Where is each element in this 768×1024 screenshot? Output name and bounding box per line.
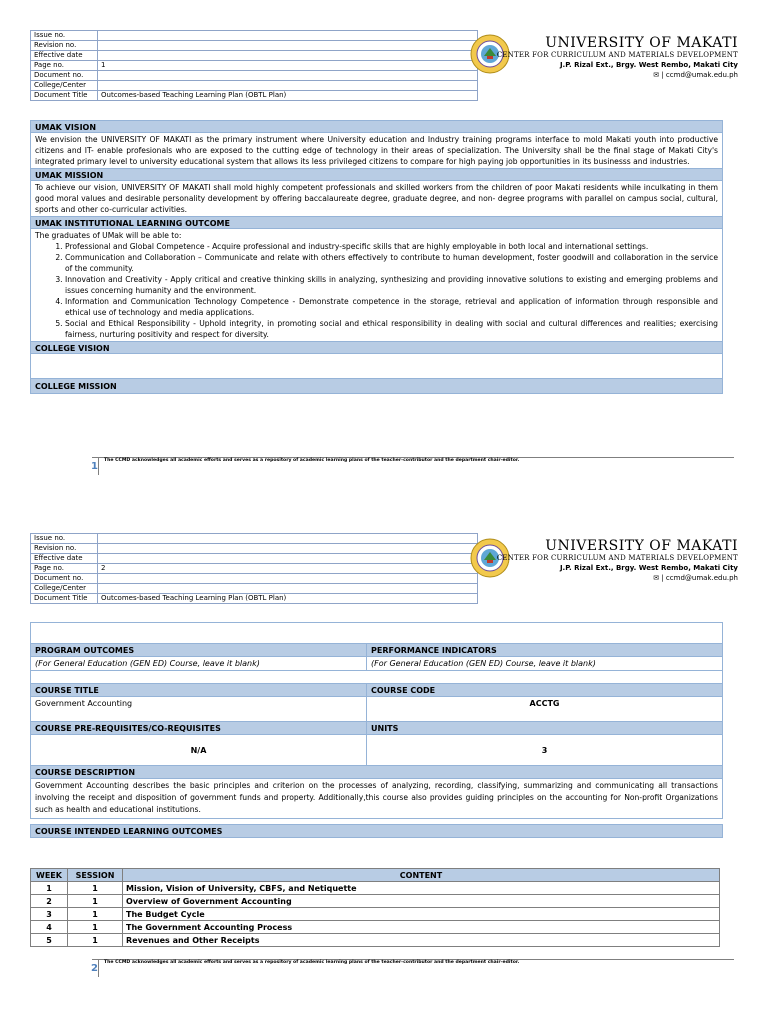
value-page: 1	[98, 61, 478, 71]
label-issue: Issue no.	[31, 534, 98, 544]
prereq-value: N/A	[31, 735, 367, 766]
footer-vertical-divider	[98, 457, 99, 475]
content-cell: Revenues and Other Receipts	[123, 934, 720, 947]
spacer-row	[31, 671, 723, 684]
course-description-text: Government Accounting describes the basic principles and criterion on the processes of analyzing, recording, classifying, summarizing and communicating all transactions involving the receipt and disposition of government funds and property. Additionally,this course also provides guiding principles on the accounting for Non-profit Organizations such as health and educational institutions.	[31, 779, 723, 819]
course-info-grid	[30, 622, 723, 838]
course-code-label: COURSE CODE	[367, 684, 723, 697]
schedule-table	[30, 868, 720, 947]
value-document-title: Outcomes-based Teaching Learning Plan (OBTL Plan)	[98, 594, 478, 604]
university-header	[497, 36, 738, 80]
week-cell: 3	[31, 908, 68, 921]
content-cell: The Budget Cycle	[123, 908, 720, 921]
ilo-list	[35, 241, 718, 340]
session-cell: 1	[68, 882, 123, 895]
value-effective	[98, 51, 478, 61]
table-row	[31, 895, 720, 908]
week-cell: 5	[31, 934, 68, 947]
table-row	[31, 908, 720, 921]
content-cell: The Government Accounting Process	[123, 921, 720, 934]
label-document-title: Document Title	[31, 594, 98, 604]
course-description-label: COURSE DESCRIPTION	[31, 766, 723, 779]
email[interactable]: ccmd@umak.edu.ph	[665, 574, 738, 582]
session-cell: 1	[68, 921, 123, 934]
units-label: UNITS	[367, 722, 723, 735]
header-session: SESSION	[68, 869, 123, 882]
session-cell: 1	[68, 908, 123, 921]
umak-mission-text: To achieve our vision, UNIVERSITY OF MAKATI shall mold highly competent professionals and skilled workers from the children of poor Makati residents while inculkating in them good moral values and desirable personality development by offering baccalaureate degree, graduate degree, and non- degree programs with parallel on campus social, cultural, sports and other co-curricular activities.	[30, 181, 723, 216]
value-college	[98, 584, 478, 594]
value-effective	[98, 554, 478, 564]
session-cell: 1	[68, 934, 123, 947]
ilo-intro: The graduates of UMak will be able to:	[35, 231, 182, 240]
center-name: CENTER FOR CURRICULUM AND MATERIALS DEVELOPMENT	[496, 51, 738, 59]
email-line: ✉ | ccmd@umak.edu.ph	[653, 71, 738, 79]
value-document-no	[98, 574, 478, 584]
program-outcomes-label: PROGRAM OUTCOMES	[31, 644, 367, 657]
header-week: WEEK	[31, 869, 68, 882]
address: J.P. Rizal Ext., Brgy. West Rembo, Makati City	[559, 564, 738, 572]
header-content: CONTENT	[123, 869, 720, 882]
ilo-item: 5. Social and Ethical Responsibility - Uphold integrity, in promoting social and ethical responsibility in dealing with social and cultural differences and realities; exercising fairness, nurturing positivity and respect for diversity.	[65, 318, 718, 340]
college-vision-body	[30, 354, 723, 378]
table-row	[31, 882, 720, 895]
footer-note: The CCMD acknowledges all academic efforts and serves as a repository of academic learning plans of the teacher-contributor and the department chair-editor.	[104, 960, 520, 965]
ilo-item: 2. Communication and Collaboration – Communicate and relate with others effectively to contribute to human development, foster goodwill and collaboration in the service of the community.	[65, 252, 718, 274]
course-code-value: ACCTG	[367, 697, 723, 722]
label-effective: Effective date	[31, 554, 98, 564]
ilo-body	[30, 229, 723, 341]
label-college: College/Center	[31, 584, 98, 594]
label-page: Page no.	[31, 564, 98, 574]
label-revision: Revision no.	[31, 544, 98, 554]
value-college	[98, 81, 478, 91]
mail-icon: ✉	[653, 574, 660, 582]
course-title-label: COURSE TITLE	[31, 684, 367, 697]
address: J.P. Rizal Ext., Brgy. West Rembo, Makati City	[559, 61, 738, 69]
label-revision: Revision no.	[31, 41, 98, 51]
center-name: CENTER FOR CURRICULUM AND MATERIALS DEVELOPMENT	[496, 554, 738, 562]
label-document-no: Document no.	[31, 574, 98, 584]
content-cell: Mission, Vision of University, CBFS, and Netiquette	[123, 882, 720, 895]
ilo-title: UMAK INSTITUTIONAL LEARNING OUTCOME	[30, 216, 723, 229]
document-info-table	[30, 533, 478, 604]
email[interactable]: ccmd@umak.edu.ph	[665, 71, 738, 79]
ilo-item: 4. Information and Communication Technology Competence - Demonstrate competence in the storage, retrieval and application of information through responsible and ethical use of technology and media applications.	[65, 296, 718, 318]
table-row	[31, 934, 720, 947]
university-name: UNIVERSITY OF MAKATI	[545, 35, 738, 51]
week-cell: 2	[31, 895, 68, 908]
value-issue	[98, 31, 478, 41]
value-document-no	[98, 71, 478, 81]
email-line: ✉ | ccmd@umak.edu.ph	[653, 574, 738, 582]
value-revision	[98, 41, 478, 51]
week-cell: 1	[31, 882, 68, 895]
footer-note: The CCMD acknowledges all academic efforts and serves as a repository of academic learning plans of the teacher-contributor and the department chair-editor.	[104, 458, 520, 463]
label-college: College/Center	[31, 81, 98, 91]
mail-icon: ✉	[653, 71, 660, 79]
university-name: UNIVERSITY OF MAKATI	[545, 538, 738, 554]
label-document-no: Document no.	[31, 71, 98, 81]
performance-indicators-note: (For General Education (GEN ED) Course, leave it blank)	[367, 657, 723, 671]
footer-vertical-divider	[98, 959, 99, 977]
page-number: 2	[91, 963, 98, 974]
umak-vision-text: We envision the UNIVERSITY OF MAKATI as the primary instrument where University education and Industry training programs interface to mold Makati youth into productive citizens and IT- enable profesionals who are exposed to the cutting edge of technology in their areas of specialization. The University shall be the final stage of Makati City's integrated primary level to university educational system that allows its less privileged citizens to compare for high paying job opportunities in its businesss and industries.	[30, 133, 723, 168]
value-page: 2	[98, 564, 478, 574]
value-revision	[98, 544, 478, 554]
ilo-item: 1. Professional and Global Competence - Acquire professional and industry-specific skills that are highly employable in both local and international settings.	[65, 241, 718, 252]
week-cell: 4	[31, 921, 68, 934]
label-effective: Effective date	[31, 51, 98, 61]
label-document-title: Document Title	[31, 91, 98, 101]
value-document-title: Outcomes-based Teaching Learning Plan (OBTL Plan)	[98, 91, 478, 101]
content-cell: Overview of Government Accounting	[123, 895, 720, 908]
umak-vision-section	[30, 120, 723, 394]
label-page: Page no.	[31, 61, 98, 71]
ilo-item: 3. Innovation and Creativity - Apply critical and creative thinking skills in analyzing, synthesizing and providing innovative solutions to existing and emerging problems and issues concerning humanity and the environment.	[65, 274, 718, 296]
cilo-label: COURSE INTENDED LEARNING OUTCOMES	[31, 825, 723, 838]
performance-indicators-label: PERFORMANCE INDICATORS	[367, 644, 723, 657]
units-value: 3	[367, 735, 723, 766]
umak-vision-title: UMAK VISION	[30, 120, 723, 133]
college-mission-title: COLLEGE MISSION	[30, 378, 723, 394]
table-row	[31, 921, 720, 934]
prereq-label: COURSE PRE-REQUISITES/CO-REQUISITES	[31, 722, 367, 735]
page-number: 1	[91, 461, 98, 472]
umak-mission-title: UMAK MISSION	[30, 168, 723, 181]
document-info-table	[30, 30, 478, 101]
value-issue	[98, 534, 478, 544]
blank-row	[31, 623, 723, 644]
program-outcomes-note: (For General Education (GEN ED) Course, leave it blank)	[31, 657, 367, 671]
session-cell: 1	[68, 895, 123, 908]
college-vision-title: COLLEGE VISION	[30, 341, 723, 354]
label-issue: Issue no.	[31, 31, 98, 41]
university-header	[497, 539, 738, 583]
course-title-value: Government Accounting	[31, 697, 367, 722]
